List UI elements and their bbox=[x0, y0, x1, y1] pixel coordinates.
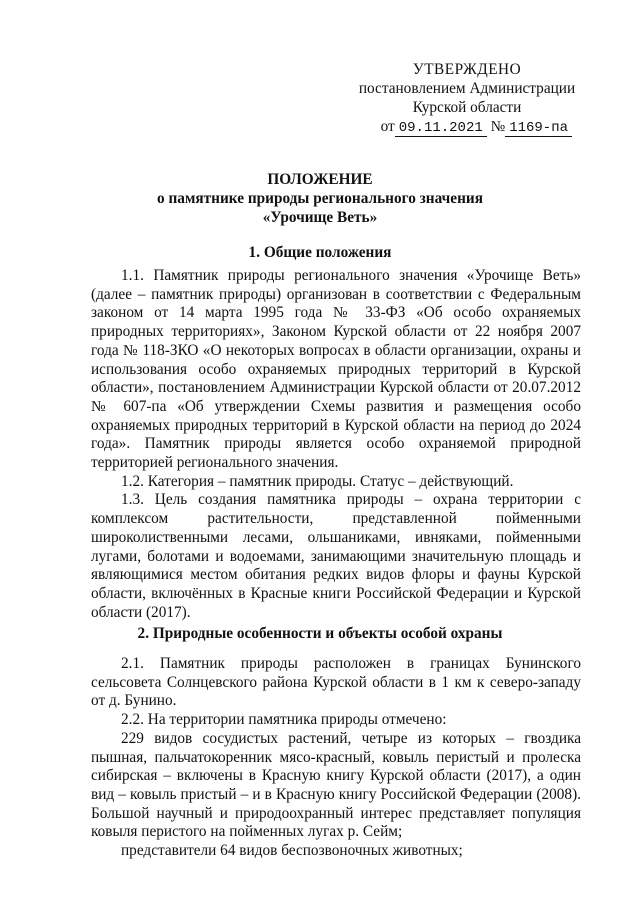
section-1-body bbox=[91, 267, 581, 622]
paragraph-1-2: 1.2. Категория – памятник природы. Статус – действующий. bbox=[121, 472, 514, 490]
approval-stamp bbox=[352, 60, 582, 138]
approval-title: УТВЕРЖДЕНО bbox=[412, 61, 522, 78]
paragraph-1-3: 1.3. Цель создания памятника природы – охрана территории с комплексом растительности, представленной пойменными широколиственными лесами, ольшаниками, ивняками, пойменными лугами, болотами и водоемами, занимающими значительную площадь и являющимися местом обитания редких видов флоры и фауны Курской области, включённых в Красные книги Российской Федерации и Курской области (2017). bbox=[91, 491, 581, 621]
approval-date: 09.11.2021 bbox=[395, 120, 487, 137]
section-2-body bbox=[91, 655, 581, 861]
approval-number: 1169-па bbox=[505, 120, 572, 137]
approval-issuer: постановлением Администрации bbox=[358, 80, 576, 97]
date-prefix: от bbox=[380, 118, 395, 135]
paragraph-2-1: 2.1. Памятник природы расположен в границах Бунинского сельсовета Солнцевского района Курской области в 1 км к северо-западу от д. Бунино. bbox=[91, 655, 581, 710]
approval-date-number bbox=[352, 117, 582, 138]
paragraph-2-3: 229 видов сосудистых растений, четыре из которых – гвоздика пышная, пальчатокоренник мясо-красный, ковыль перистый и пролеска сибирская – включены в Красную книгу Курской области (2017), а один вид – ковыль пристый – и в Красную книгу Российской Федерации (2008). Большой научный и природоохранный интерес представляет популяция ковыля перистого на пойменных лугах р. Сейм; bbox=[91, 729, 581, 841]
number-sign: № bbox=[490, 118, 506, 135]
section-1-heading: 1. Общие положения bbox=[248, 244, 392, 261]
paragraph-2-2: 2.2. На территории памятника природы отмечено: bbox=[121, 711, 447, 729]
paragraph-2-4: представители 64 видов беспозвоночных животных; bbox=[121, 842, 463, 860]
document-subtitle-2: «Урочище Веть» bbox=[262, 209, 378, 226]
document-subtitle-1: о памятнике природы регионального значения bbox=[157, 190, 483, 207]
approval-region: Курской области bbox=[412, 99, 522, 116]
section-2-heading: 2. Природные особенности и объекты особой охраны bbox=[137, 625, 503, 642]
paragraph-1-1: 1.1. Памятник природы регионального значения «Урочище Веть» (далее – памятник природы) организован в соответствии с Федеральным законом от 14 марта 1995 года № 33-ФЗ «Об особо охраняемых природных территориях», Законом Курской области от 22 ноября 2007 года № 118-ЗКО «О некоторых вопросах в области организации, охраны и использования особо охраняемых природных территорий в Курской области», постановлением Администрации Курской области от 20.07.2012 № 607-па «Об утверждении Схемы развития и размещения особо охраняемых природных территорий в Курской области на период до 2024 года». Памятник природы является особо охраняемой природной территорией регионального значения. bbox=[91, 267, 581, 472]
document-title: ПОЛОЖЕНИЕ bbox=[267, 171, 373, 188]
